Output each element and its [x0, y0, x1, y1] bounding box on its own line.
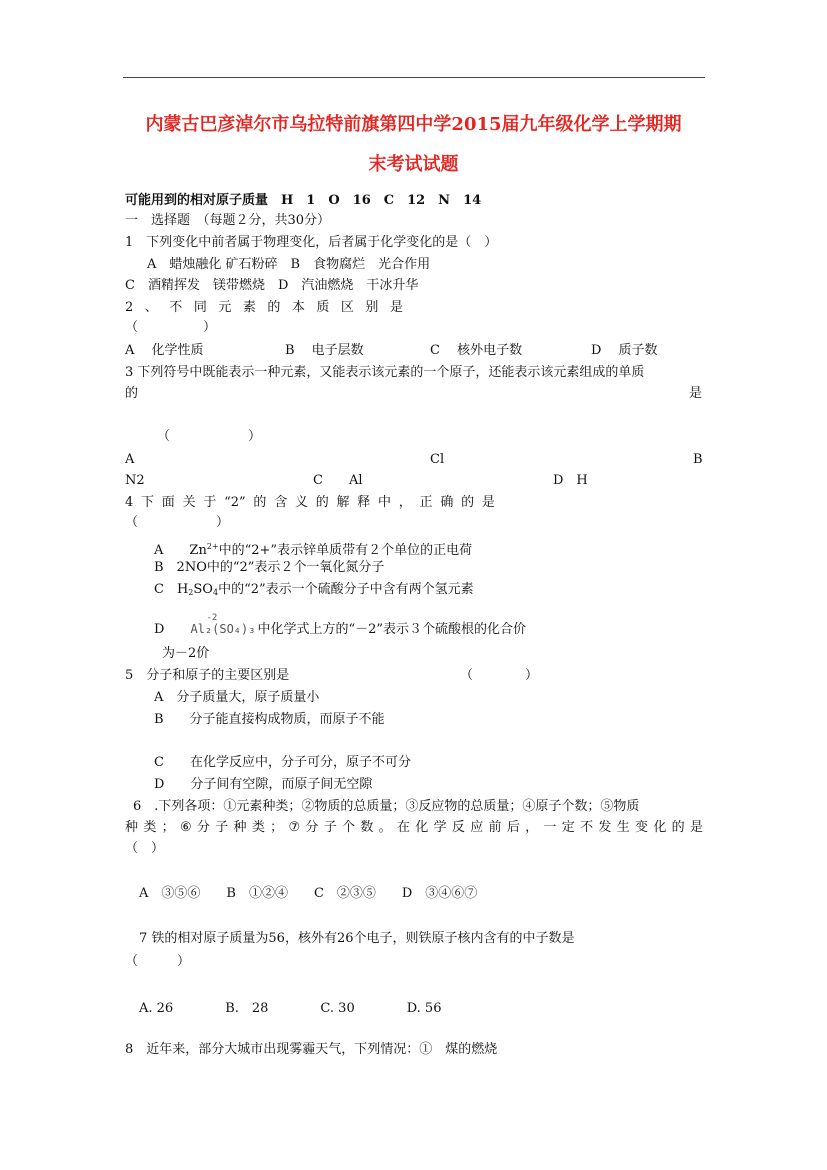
q3-option-b-label: B — [693, 452, 703, 467]
q3-option-c: C Al — [313, 473, 363, 488]
q5-option-b: B 分子能直接构成物质，而原子不能 — [154, 712, 385, 727]
section-heading: 一 选择题 （每题２分，共30分） — [125, 213, 331, 228]
q1-stem: 1 下列变化中前者属于物理变化，后者属于化学变化的是（ ） — [125, 235, 498, 250]
q2-option-b: B 电子层数 — [285, 343, 364, 358]
document-title-line1: 内蒙古巴彦淖尔市乌拉特前旗第四中学2015届九年级化学上学期期 — [145, 114, 682, 135]
q7-options: A. 26 B. 28 C. 30 D. 56 — [139, 1001, 442, 1016]
q4-stem: 4 下 面 关 于 “2” 的 含 义 的 解 释 中 ， 正 确 的 是 — [125, 495, 495, 510]
q5-option-c: C 在化学反应中，分子可分，原子不可分 — [154, 755, 411, 770]
q6-paren: （ ） — [125, 841, 165, 856]
q5-option-d: D 分子间有空隙，而原子间无空隙 — [154, 777, 373, 792]
q4-option-a: A $Zn^{2+}$中的“2+”表示锌单质带有２个单位的正电荷 — [154, 542, 473, 558]
q3-stem: 3 下列符号中既能表示一种元素，又能表示该元素的一个原子，还能表示该元素组成的单质 — [125, 365, 645, 380]
q2-option-c: C 核外电子数 — [430, 343, 523, 358]
relative-atomic-masses: 可能用到的相对原子质量 H 1 O 16 C 12 N 14 — [125, 193, 482, 208]
q6-line1: 6 .下列各项：①元素种类；②物质的总质量；③反应物的总质量；④原子个数；⑤物质 — [133, 799, 640, 814]
q4-option-d: D -2 Al₂(SO₄)₃ 中化学式上方的“－2”表示３个硫酸根的化合价 — [154, 613, 527, 637]
q8-stem: 8 近年来，部分大城市出现雾霾天气，下列情况：① 煤的燃烧 — [125, 1042, 498, 1057]
q1-options-cd: C 酒精挥发 镁带燃烧 D 汽油燃烧 干冰升华 — [125, 278, 419, 293]
q4-option-d-cont: 为－2价 — [162, 646, 210, 661]
q7-stem: 7 铁的相对原子质量为56，核外有26个电子，则铁原子核内含有的中子数是 — [139, 931, 575, 946]
q6-options: A ③⑤⑥ B ①②④ C ②③⑤ D ③④⑥⑦ — [139, 886, 478, 901]
q5-stem: 5 分子和原子的主要区别是 — [125, 668, 290, 683]
header-rule — [123, 77, 705, 78]
sulfate-formula: -2 Al₂(SO₄)₃ — [190, 613, 256, 636]
document-title-line2: 末考试试题 — [368, 154, 459, 175]
q3-option-a-cl: Cl — [430, 452, 445, 467]
q2-paren: （ ） — [125, 320, 217, 335]
q4-option-c: C $H_2SO_4$中的“2”表示一个硫酸分子中含有两个氢元素 — [154, 582, 474, 597]
q3-stem-de: 的 — [125, 386, 139, 401]
q2-option-a: A 化学性质 — [125, 343, 204, 358]
q2-stem: 2 、 不 同 元 素 的 本 质 区 别 是 — [125, 300, 403, 315]
q3-option-b-n2: N2 — [125, 473, 145, 488]
q3-option-a-label: A — [125, 452, 135, 467]
q4-paren: （ ） — [125, 515, 230, 530]
q6-line2: 种 类 ； ⑥ 分 子 种 类 ； ⑦ 分 子 个 数 。 在 化 学 反 应 前 后 ， 一 定 不 发 生 变 化 的 是 — [125, 820, 703, 835]
q5-option-a: A 分子质量大，原子质量小 — [154, 690, 320, 705]
q5-paren: （ ） — [460, 668, 539, 683]
q7-paren: （ ） — [125, 954, 191, 969]
q3-paren: （ ） — [157, 429, 262, 444]
q4-option-b: B 2NO中的“2”表示２个一氧化氮分子 — [154, 560, 385, 575]
q2-option-d: D 质子数 — [591, 343, 658, 358]
q3-option-d: D H — [553, 473, 588, 488]
q1-options-ab: A 蜡烛融化 矿石粉碎 B 食物腐烂 光合作用 — [147, 257, 431, 272]
q3-stem-shi: 是 — [689, 386, 703, 401]
